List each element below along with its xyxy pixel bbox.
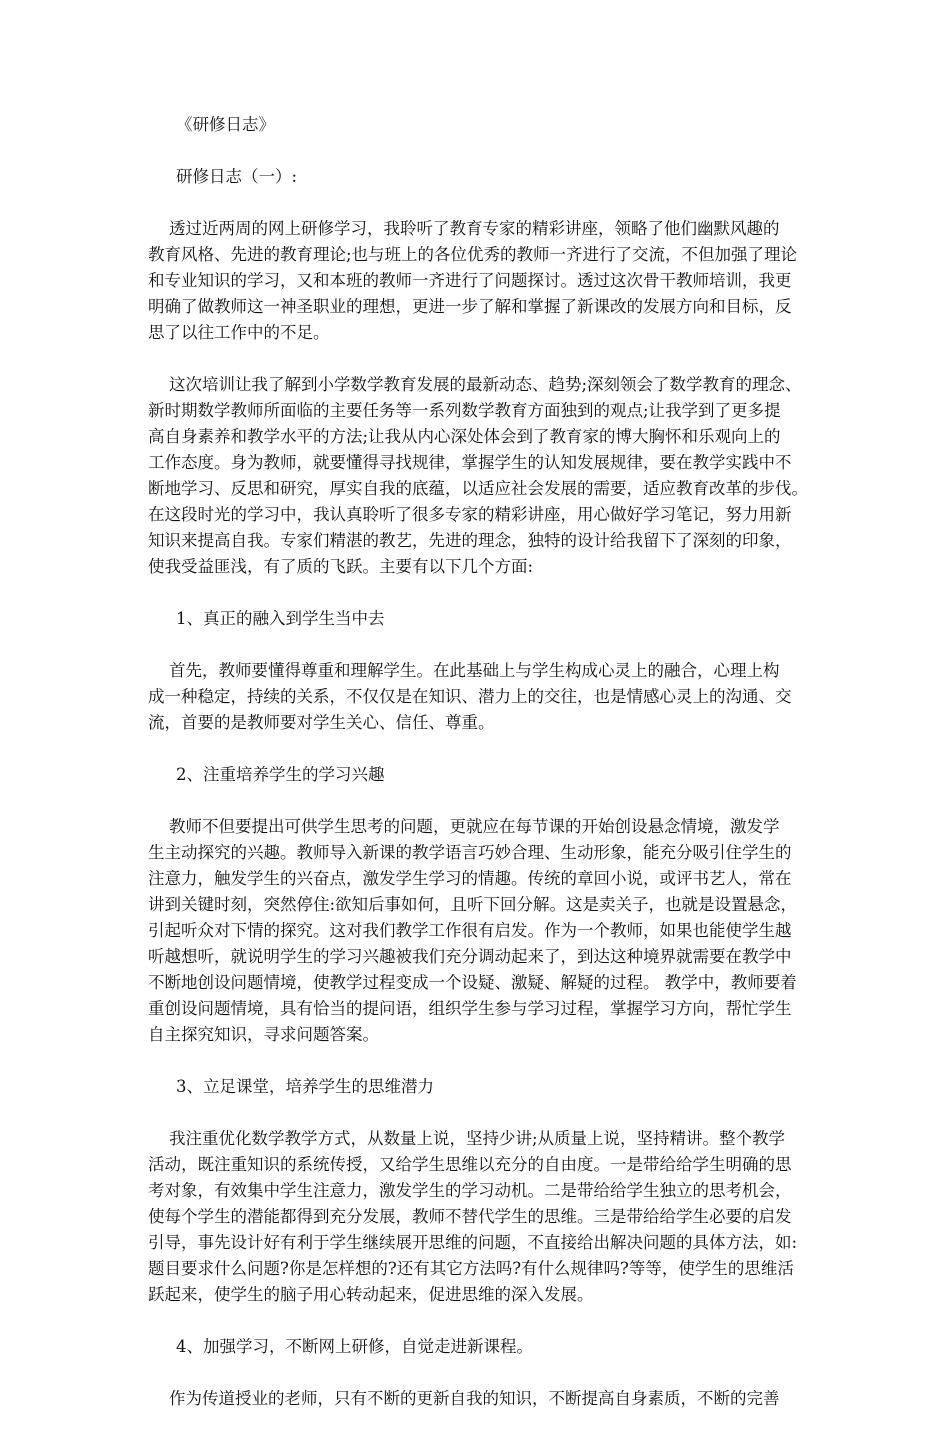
section-heading: 3、立足课堂，培养学生的思维潜力 bbox=[176, 1077, 434, 1096]
paragraph-line: 教师不但要提出可供学生思考的问题，更就应在每节课的开始创设悬念情境，激发学 bbox=[148, 817, 780, 836]
paragraph-line: 讲到关键时刻，突然停住:欲知后事如何，且听下回分解。这是卖关子，也就是设置悬念， bbox=[148, 895, 798, 914]
paragraph-line: 透过近两周的网上研修学习，我聆听了教育专家的精彩讲座，领略了他们幽默风趣的 bbox=[148, 219, 780, 238]
paragraph-line: 成一种稳定，持续的关系，不仅仅是在知识、潜力上的交往，也是情感心灵上的沟通、交 bbox=[148, 687, 792, 706]
paragraph-line: 流，首要的是教师要对学生关心、信任、尊重。 bbox=[148, 713, 495, 732]
document-body bbox=[148, 216, 808, 1412]
paragraph bbox=[148, 814, 808, 1048]
section-heading: 4、加强学习，不断网上研修，自觉走进新课程。 bbox=[176, 1337, 533, 1356]
paragraph-line: 使每个学生的潜能都得到充分发展，教师不替代学生的思维。三是带给给学生必要的启发 bbox=[148, 1207, 792, 1226]
paragraph-line: 引起听众对下情的探究。这对我们教学工作很有启发。作为一个教师，如果也能使学生越 bbox=[148, 921, 792, 940]
paragraph-line: 生主动探究的兴趣。教师导入新课的教学语言巧妙合理、生动形象，能充分吸引住学生的 bbox=[148, 843, 792, 862]
section-heading: 2、注重培养学生的学习兴趣 bbox=[176, 765, 385, 784]
paragraph-line: 断地学习、反思和研究，厚实自我的底蕴，以适应社会发展的需要，适应教育改革的步伐。 bbox=[148, 479, 808, 498]
paragraph-line: 我注重优化数学教学方式，从数量上说，坚持少讲;从质量上说，坚持精讲。整个教学 bbox=[148, 1129, 786, 1148]
paragraph-line: 和专业知识的学习，又和本班的教师一齐进行了问题探讨。透过这次骨干教师培训，我更 bbox=[148, 271, 792, 290]
paragraph-line: 首先，教师要懂得尊重和理解学生。在此基础上与学生构成心灵上的融合，心理上构 bbox=[148, 661, 780, 680]
document-subtitle: 研修日志（一）: bbox=[176, 167, 298, 186]
paragraph-line: 考对象，有效集中学生注意力，激发学生的学习动机。二是带给给学生独立的思考机会， bbox=[148, 1181, 792, 1200]
paragraph-line: 思了以往工作中的不足。 bbox=[148, 323, 330, 342]
paragraph-line: 引导，事先设计好有利于学生继续展开思维的问题，不直接给出解决问题的具体方法，如: bbox=[148, 1233, 798, 1252]
document-title: 《研修日志》 bbox=[176, 115, 275, 134]
paragraph-line: 自主探究知识，寻求问题答案。 bbox=[148, 1025, 379, 1044]
paragraph-line: 这次培训让我了解到小学数学教育发展的最新动态、趋势;深刻领会了数学教育的理念、 bbox=[148, 375, 802, 394]
paragraph-line: 活动，既注重知识的系统传授，又给学生思维以充分的自由度。一是带给给学生明确的思 bbox=[148, 1155, 792, 1174]
paragraph-line: 使我受益匪浅，有了质的飞跃。主要有以下几个方面: bbox=[148, 557, 534, 576]
paragraph-line: 跃起来，使学生的脑子用心转动起来，促进思维的深入发展。 bbox=[148, 1285, 594, 1304]
paragraph-line: 不断地创设问题情境，使教学过程变成一个设疑、激疑、解疑的过程。 教学中，教师要着 bbox=[148, 973, 797, 992]
paragraph-line: 作为传道授业的老师，只有不断的更新自我的知识，不断提高自身素质，不断的完善 bbox=[148, 1389, 780, 1408]
paragraph bbox=[148, 216, 808, 346]
paragraph-line: 注意力，触发学生的兴奋点，激发学生学习的情趣。传统的章回小说，或评书艺人，常在 bbox=[148, 869, 792, 888]
paragraph-line: 在这段时光的学习中，我认真聆听了很多专家的精彩讲座，用心做好学习笔记，努力用新 bbox=[148, 505, 792, 524]
paragraph-line: 明确了做教师这一神圣职业的理想，更进一步了解和掌握了新课改的发展方向和目标，反 bbox=[148, 297, 792, 316]
paragraph-line: 知识来提高自我。专家们精湛的教艺，先进的理念，独特的设计给我留下了深刻的印象， bbox=[148, 531, 792, 550]
paragraph-line: 高自身素养和教学水平的方法;让我从内心深处体会到了教育家的博大胸怀和乐观向上的 bbox=[148, 427, 781, 446]
paragraph bbox=[148, 372, 808, 580]
paragraph-line: 新时期数学教师所面临的主要任务等一系列数学教育方面独到的观点;让我学到了更多提 bbox=[148, 401, 781, 420]
paragraph bbox=[148, 1386, 808, 1412]
document-page bbox=[148, 112, 808, 1438]
paragraph bbox=[148, 1126, 808, 1308]
paragraph-line: 教育风格、先进的教育理论;也与班上的各位优秀的教师一齐进行了交流，不但加强了理论 bbox=[148, 245, 798, 264]
paragraph bbox=[148, 658, 808, 736]
paragraph-line: 工作态度。身为教师，就要懂得寻找规律，掌握学生的认知发展规律，要在教学实践中不 bbox=[148, 453, 792, 472]
paragraph-line: 题目要求什么问题?你是怎样想的?还有其它方法吗?有什么规律吗?等等，使学生的思维活 bbox=[148, 1259, 794, 1278]
paragraph-line: 重创设问题情境，具有恰当的提问语，组织学生参与学习过程，掌握学习方向，帮忙学生 bbox=[148, 999, 792, 1018]
paragraph-line: 听越想听，就说明学生的学习兴趣被我们充分调动起来了，到达这种境界就需要在教学中 bbox=[148, 947, 792, 966]
section-heading: 1、真正的融入到学生当中去 bbox=[176, 609, 385, 628]
